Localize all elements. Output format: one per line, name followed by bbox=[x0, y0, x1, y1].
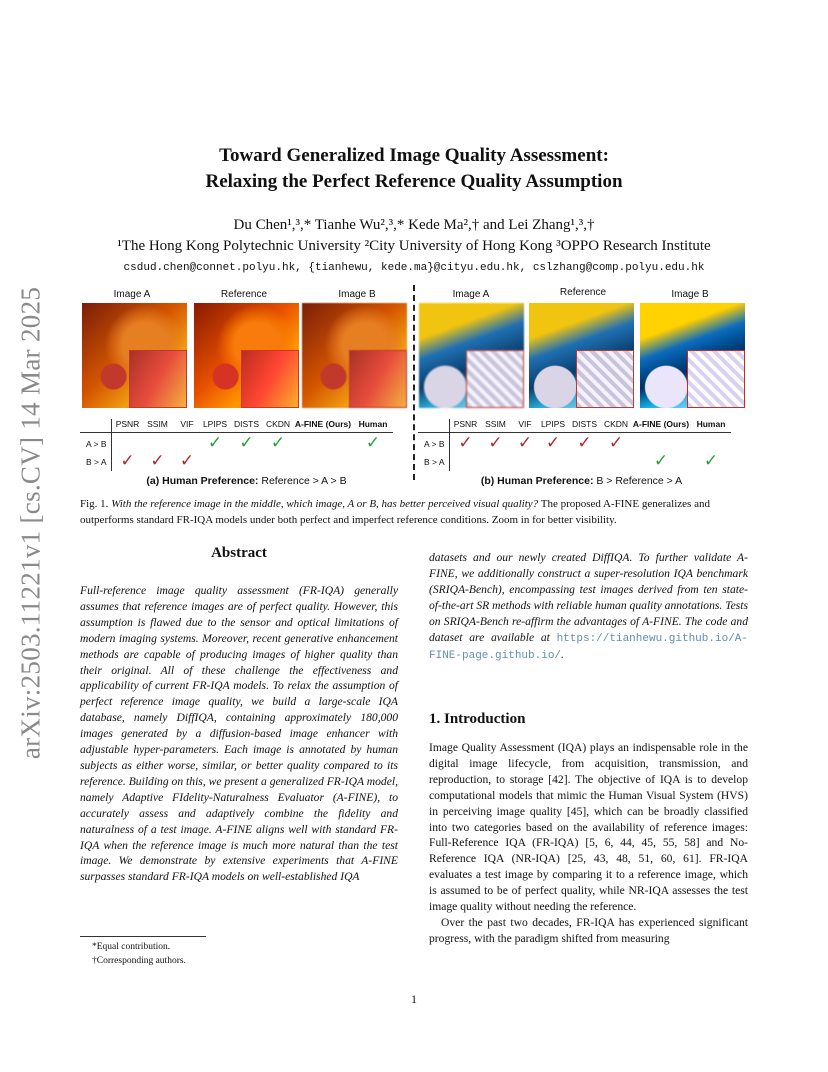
left-column-4: DISTS bbox=[233, 419, 260, 429]
red-check-icon: ✓ bbox=[179, 451, 195, 470]
title-line-2: Relaxing the Perfect Reference Quality Assumption bbox=[205, 171, 623, 192]
footnote-equal: *Equal contribution. bbox=[92, 942, 171, 952]
right-row-label-0: A > B bbox=[424, 439, 445, 449]
abstract-heading: Abstract bbox=[211, 545, 267, 561]
green-check-icon: ✓ bbox=[365, 433, 381, 452]
right-label-image-b: Image B bbox=[671, 289, 709, 300]
section-heading-introduction: 1. Introduction bbox=[429, 711, 526, 727]
right-column-1: SSIM bbox=[485, 419, 506, 429]
right-row-label-1: B > A bbox=[424, 457, 445, 467]
title-line-1: Toward Generalized Image Quality Assessment: bbox=[219, 145, 609, 166]
left-label-image-a: Image A bbox=[113, 289, 151, 300]
green-check-icon: ✓ bbox=[239, 433, 254, 452]
green-check-icon: ✓ bbox=[270, 433, 286, 452]
author-emails: csdud.chen@connet.polyu.hk, {tianhewu, kede.ma}@cityu.edu.hk, cslzhang@comp.polyu.edu.hk bbox=[123, 262, 705, 274]
left-image-b bbox=[302, 303, 407, 408]
red-check-icon: ✓ bbox=[545, 433, 561, 452]
right-subcaption: (b) Human Preference: B > Reference > A bbox=[480, 475, 683, 487]
left-image-a bbox=[82, 303, 187, 408]
right-column-2: VIF bbox=[518, 419, 532, 429]
left-column-7: Human bbox=[358, 419, 388, 429]
left-table-rule bbox=[80, 432, 393, 433]
figure-1 bbox=[80, 285, 748, 490]
arxiv-stamp: arXiv:2503.11221v1 [cs.CV] 14 Mar 2025 bbox=[15, 286, 46, 760]
intro-paragraph-2: Over the past two decades, FR-IQA has experienced significant progress, with the paradigm shifted from measuring bbox=[429, 915, 748, 945]
right-column-7: Human bbox=[696, 419, 726, 429]
red-check-icon: ✓ bbox=[120, 451, 135, 470]
authors: Du Chen¹,³,* Tianhe Wu²,³,* Kede Ma²,† and Lei Zhang¹,³,† bbox=[233, 217, 595, 233]
introduction-text bbox=[429, 740, 748, 947]
left-label-image-b: Image B bbox=[338, 289, 376, 300]
green-check-icon: ✓ bbox=[703, 451, 719, 470]
left-subcaption: (a) Human Preference: Reference > A > B bbox=[146, 475, 347, 487]
red-check-icon: ✓ bbox=[488, 433, 503, 452]
right-column-0: PSNR bbox=[453, 419, 478, 429]
intro-paragraph-1: Image Quality Assessment (IQA) plays an indispensable role in the digital image lifecycle, from acquisition, transmission, and reproduction, to storage [42]. The objective of IQA is to develop computational models that mimic the Human Visual System (HVS) in perceiving image quality [45], which can be broadly classified into two categories based on the availability of reference images: Full-Reference IQA (FR-IQA) [5, 6, 44, 45, 55, 58] and No-Reference IQA (NR-IQA) [25, 43, 48, 51, 60, 61]. FR-IQA evaluates a test image by comparing it to a reference image, which is assumed to be of perfect quality, while NR-IQA assesses the test image quality without needing the reference. bbox=[429, 741, 748, 914]
right-column-4: DISTS bbox=[571, 419, 598, 429]
left-column-2: VIF bbox=[180, 419, 194, 429]
red-check-icon: ✓ bbox=[150, 451, 165, 470]
left-column-1: SSIM bbox=[147, 419, 168, 429]
footnote-corresponding: †Corresponding authors. bbox=[92, 956, 186, 966]
right-image-b bbox=[640, 303, 745, 408]
right-column-3: LPIPS bbox=[540, 419, 566, 429]
green-check-icon: ✓ bbox=[653, 451, 669, 470]
right-image-reference bbox=[529, 303, 634, 408]
right-label-image-a: Image A bbox=[452, 289, 490, 300]
figure-caption: Fig. 1. With the reference image in the middle, which image, A or B, has better perceived visual quality? The proposed A-FINE generalizes and outperforms standard FR-IQA models under both perfect and imperfect reference conditions. Zoom in for better visibility. bbox=[80, 498, 710, 526]
red-check-icon: ✓ bbox=[458, 433, 473, 452]
footnote-rule bbox=[80, 936, 206, 937]
left-column-6: A-FINE (Ours) bbox=[294, 419, 352, 429]
page-number: 1 bbox=[411, 992, 417, 1006]
left-label-reference: Reference bbox=[220, 289, 268, 300]
affiliations: ¹The Hong Kong Polytechnic University ²City University of Hong Kong ³OPPO Research Institute bbox=[117, 238, 711, 254]
left-table-divider bbox=[111, 419, 112, 471]
right-table-divider bbox=[449, 419, 450, 471]
red-check-icon: ✓ bbox=[517, 433, 533, 452]
left-row-label-1: B > A bbox=[86, 457, 107, 467]
right-label-reference: Reference bbox=[559, 287, 607, 298]
footnotes bbox=[80, 940, 186, 968]
right-column-6: A-FINE (Ours) bbox=[632, 419, 690, 429]
green-check-icon: ✓ bbox=[207, 433, 223, 452]
abstract-continuation: datasets and our newly created DiffIQA. To further validate A-FINE, we additionally construct a super-resolution IQA benchmark (SRIQA-Bench), encompassing test images derived from ten state-of-the-art SR methods with reliable human quality annotations. Tests on SRIQA-Bench re-affirm the advantages of A-FINE. The code and dataset are available at https://tianhewu.github.io/A-FINE-page.github.io/. bbox=[429, 551, 748, 663]
right-column-5: CKDN bbox=[603, 419, 629, 429]
left-image-reference bbox=[194, 303, 299, 408]
red-check-icon: ✓ bbox=[577, 433, 592, 452]
left-column-5: CKDN bbox=[265, 419, 291, 429]
red-check-icon: ✓ bbox=[608, 433, 624, 452]
left-row-label-0: A > B bbox=[86, 439, 107, 449]
panel-divider bbox=[413, 285, 415, 480]
paper-title bbox=[80, 143, 748, 195]
left-column-3: LPIPS bbox=[202, 419, 228, 429]
abstract-body: Full-reference image quality assessment (FR-IQA) generally assumes that reference images are of perfect quality. However, this assumption is flawed due to the sensor and optical limitations of modern imaging systems. Moreover, recent generative enhancement methods are capable of producing images of higher quality than their original. All of these challenge the effectiveness and applicability of current FR-IQA models. To relax the assumption of perfect reference image quality, we build a large-scale IQA database, namely DiffIQA, containing approximately 180,000 images generated by a diffusion-based image enhancer with adjustable hyper-parameters. Each image is annotated by human subjects as either worse, similar, or better quality compared to its reference. Building on this, we present a generalized FR-IQA model, namely Adaptive FIdelity-Naturalness Evaluator (A-FINE), to accurately assess and adaptively combine the fidelity and naturalness of a test image. A-FINE aligns well with standard FR-IQA when the reference image is much more natural than the test image. We demonstrate by extensive experiments that A-FINE surpasses standard FR-IQA models on well-established IQA bbox=[80, 584, 398, 884]
left-column-0: PSNR bbox=[115, 419, 140, 429]
right-image-a bbox=[419, 303, 524, 408]
project-link[interactable]: https://tianhewu.github.io/A-FINE-page.github.io/ bbox=[429, 632, 748, 663]
